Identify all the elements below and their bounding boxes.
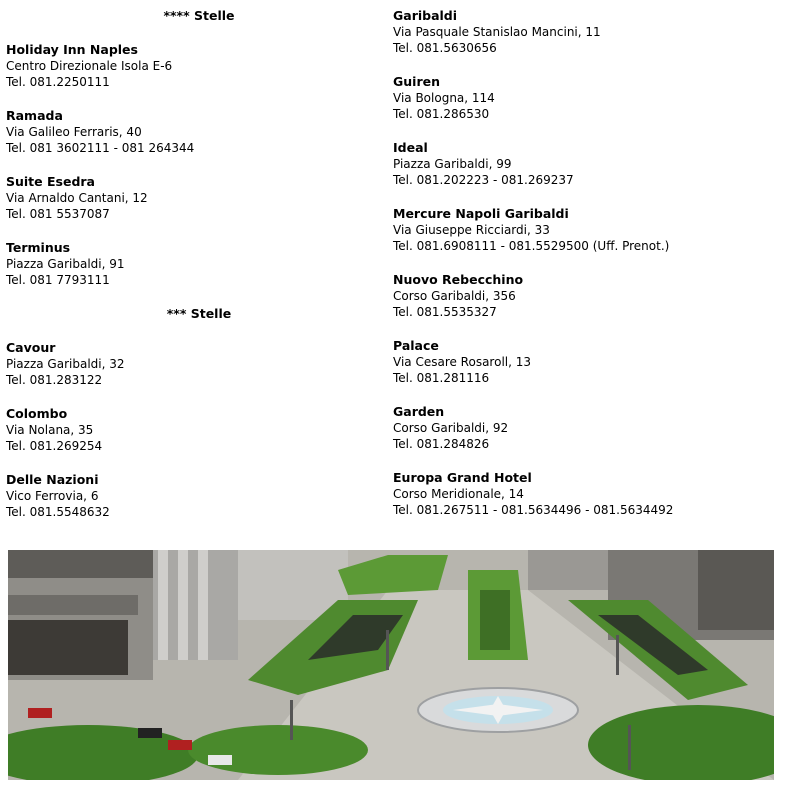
hotel-phone: Tel. 081 5537087 [6, 207, 110, 221]
hotel-name: Palace [393, 338, 439, 353]
hotel-phone: Tel. 081.281116 [393, 371, 490, 385]
garden-bed-center-inner [480, 590, 510, 650]
hotel-entry [6, 406, 386, 454]
hotel-address: Piazza Garibaldi, 32 [6, 357, 125, 371]
hotel-phone: Tel. 081.5630656 [393, 41, 497, 55]
hotel-entry [6, 42, 386, 90]
hotel-address: Corso Meridionale, 14 [393, 487, 524, 501]
hotel-name: Terminus [6, 240, 71, 255]
tower-stripe [178, 550, 188, 660]
hotel-address: Via Arnaldo Cantani, 12 [6, 191, 148, 205]
right-column [393, 8, 783, 518]
hotel-name: Holiday Inn Naples [6, 42, 138, 57]
hotel-address: Vico Ferrovia, 6 [6, 489, 99, 503]
hotel-entry [6, 108, 386, 156]
hotel-name: Mercure Napoli Garibaldi [393, 206, 569, 221]
hotel-phone: Tel. 081 3602111 - 081 264344 [6, 141, 195, 155]
building-left-band [8, 595, 138, 615]
hotel-name: Nuovo Rebecchino [393, 272, 524, 287]
car [208, 755, 232, 765]
lamp-post [616, 635, 619, 675]
hotel-entry [393, 8, 783, 56]
hotel-address: Via Bologna, 114 [393, 91, 495, 105]
hotel-address: Piazza Garibaldi, 91 [6, 257, 125, 271]
tower-stripe [158, 550, 168, 660]
hotel-entry [393, 272, 783, 320]
hotel-phone: Tel. 081.286530 [393, 107, 490, 121]
hotel-name: Ideal [393, 140, 428, 155]
hotel-name: Colombo [6, 406, 68, 421]
hotel-address: Centro Direzionale Isola E-6 [6, 59, 173, 73]
hotel-phone: Tel. 081.2250111 [6, 75, 110, 89]
hotel-name: Ramada [6, 108, 63, 123]
lamp-post [386, 630, 389, 670]
hotel-address: Via Pasquale Stanislao Mancini, 11 [393, 25, 601, 39]
piazza-photo [8, 550, 774, 780]
hotel-address: Piazza Garibaldi, 99 [393, 157, 512, 171]
hotel-phone: Tel. 081.5535327 [393, 305, 497, 319]
hotel-entry [393, 470, 783, 518]
four-star-heading: **** Stelle [163, 8, 235, 23]
left-column [6, 8, 386, 520]
car [28, 708, 52, 718]
hotel-address: Corso Garibaldi, 92 [393, 421, 509, 435]
lamp-post [290, 700, 293, 740]
hotel-phone: Tel. 081.202223 - 081.269237 [393, 173, 574, 187]
hotel-name: Cavour [6, 340, 56, 355]
hotel-entry [393, 338, 783, 386]
building-right-back [528, 550, 608, 590]
building-left-canopy [8, 620, 128, 675]
hotel-phone: Tel. 081.283122 [6, 373, 103, 387]
three-star-heading: *** Stelle [166, 306, 232, 321]
lamp-post [628, 725, 631, 770]
hotel-name: Europa Grand Hotel [393, 470, 532, 485]
hotel-phone: Tel. 081.267511 - 081.5634496 - 081.5634492 [393, 503, 674, 517]
hotel-phone: Tel. 081.6908111 - 081.5529500 (Uff. Prenot.) [393, 239, 670, 253]
hotel-address: Corso Garibaldi, 356 [393, 289, 516, 303]
car [138, 728, 162, 738]
piazza-illustration [8, 550, 774, 780]
hotel-name: Delle Nazioni [6, 472, 99, 487]
hotel-address: Via Nolana, 35 [6, 423, 94, 437]
hotel-entry [393, 404, 783, 452]
hotel-name: Garibaldi [393, 8, 458, 23]
building-right-dark [698, 550, 774, 630]
hotel-name: Suite Esedra [6, 174, 95, 189]
tower-stripe [198, 550, 208, 660]
hotel-entry [6, 240, 386, 288]
hotel-entry [6, 340, 386, 388]
hotel-phone: Tel. 081.5548632 [6, 505, 110, 519]
hotel-entry [6, 174, 386, 222]
car [168, 740, 192, 750]
hotel-name: Garden [393, 404, 445, 419]
hedge-foreground [188, 725, 368, 775]
hotel-address: Via Galileo Ferraris, 40 [6, 125, 142, 139]
hotel-phone: Tel. 081.284826 [393, 437, 490, 451]
hotel-entry [6, 472, 386, 520]
hotel-address: Via Giuseppe Ricciardi, 33 [393, 223, 550, 237]
hotel-entry [393, 74, 783, 122]
hotel-phone: Tel. 081.269254 [6, 439, 103, 453]
hotel-entry [393, 140, 783, 188]
hotel-entry [393, 206, 783, 254]
hotel-phone: Tel. 081 7793111 [6, 273, 110, 287]
hotel-name: Guiren [393, 74, 440, 89]
building-left-roof [8, 550, 153, 578]
hotel-address: Via Cesare Rosaroll, 13 [393, 355, 532, 369]
